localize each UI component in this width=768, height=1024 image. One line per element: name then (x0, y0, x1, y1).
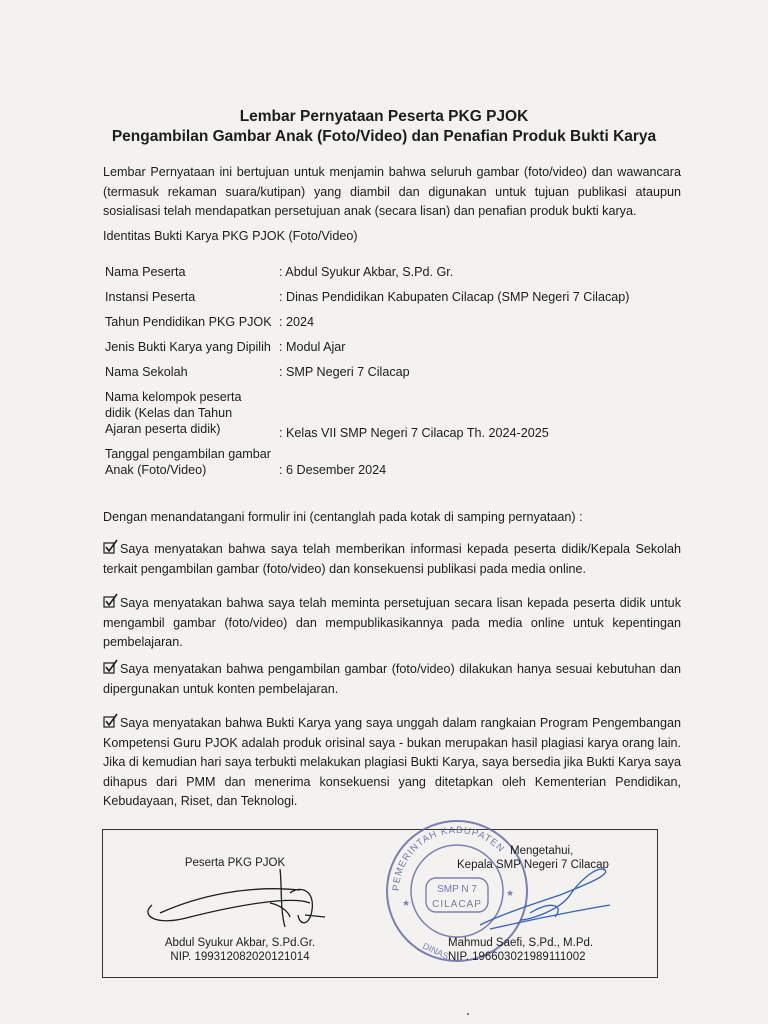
statement-4 (103, 714, 681, 812)
field-value-nama-peserta: : Abdul Syukur Akbar, S.Pd. Gr. (279, 265, 454, 279)
identity-heading: Identitas Bukti Karya PKG PJOK (Foto/Video) (103, 229, 358, 243)
field-value-jenis-bukti: : Modul Ajar (279, 340, 346, 354)
principal-signature (470, 865, 620, 940)
principal-nip: NIP. 196603021989111002 (448, 951, 586, 963)
statement-text: Saya menyatakan bahwa saya telah memberikan informasi kepada peserta didik/Kepala Sekolah terkait pengambilan gambar (foto/video) dan konsekuensi publikasi pada media online. (103, 542, 681, 576)
checkbox-checked-icon[interactable] (103, 542, 117, 554)
field-label-tahun: Tahun Pendidikan PKG PJOK (105, 315, 272, 329)
participant-heading: Peserta PKG PJOK (184, 857, 286, 869)
principal-name: Mahmud Saefi, S.Pd., M.Pd. (448, 937, 594, 949)
checkbox-checked-icon[interactable] (103, 662, 117, 674)
participant-signature (130, 855, 330, 940)
field-value-kelompok: : Kelas VII SMP Negeri 7 Cilacap Th. 2024-2025 (279, 426, 549, 440)
field-value-tanggal: : 6 Desember 2024 (279, 463, 387, 477)
field-value-nama-sekolah: : SMP Negeri 7 Cilacap (279, 365, 410, 379)
statement-text: Saya menyatakan bahwa saya telah meminta persetujuan secara lisan kepada peserta didik untuk mengambil gambar (foto/video) dan mempublikasikannya pada media online untuk kepentingan pembelajaran. (103, 596, 681, 650)
svg-text:PEMERINTAH KABUPATEN: PEMERINTAH KABUPATEN (390, 824, 507, 892)
statement-text: Saya menyatakan bahwa pengambilan gambar (foto/video) dilakukan hanya sesuai kebutuhan dan dipergunakan untuk konten pembelajaran. (103, 662, 681, 696)
field-label-tanggal: Tanggal pengambilan gambar Anak (Foto/Video) (105, 447, 271, 477)
field-label-jenis-bukti: Jenis Bukti Karya yang Dipilih (105, 340, 271, 354)
field-value-tahun: : 2024 (279, 315, 315, 329)
principal-title: Kepala SMP Negeri 7 Cilacap (457, 859, 609, 871)
field-label-nama-sekolah: Nama Sekolah (105, 365, 188, 379)
svg-text:★: ★ (506, 888, 515, 898)
svg-text:CILACAP: CILACAP (432, 899, 482, 910)
statement-text: Saya menyatakan bahwa Bukti Karya yang saya unggah dalam rangkaian Program Pengembangan Kompetensi Guru PJOK adalah produk orisinal saya - bukan merupakan hasil plagiasi karya orang lain. Jika di kemudian hari saya terbukti melakukan plagiasi Bukti Karya, saya bersedia jika Bukti Karya saya dihapus dari PMM dan menerima konsekuensi yang ditetapkan oleh Kementerian Pendidikan, Kebudayaan, Riset, dan Teknologi. (103, 716, 681, 809)
document-title: Lembar Pernyataan Peserta PKG PJOK (239, 108, 529, 125)
statement-1 (103, 540, 681, 579)
intro-paragraph: Lembar Pernyataan ini bertujuan untuk menjamin bahwa seluruh gambar (foto/video) dan wawancara (termasuk rekaman suara/kutipan) yang diambil dan digunakan untuk tujuan publikasi ataupun sosialisasi telah mendapatkan persetujuan anak (secara lisan) dan penafian produk bukti karya. (103, 165, 681, 219)
participant-name: Abdul Syukur Akbar, S.Pd.Gr. (164, 937, 316, 949)
statement-3 (103, 660, 681, 699)
participant-nip: NIP. 199312082020121014 (170, 951, 310, 963)
checkbox-checked-icon[interactable] (103, 716, 117, 728)
page-mark (467, 1013, 469, 1015)
document-subtitle: Pengambilan Gambar Anak (Foto/Video) dan Penafian Produk Bukti Karya (111, 128, 657, 145)
svg-text:★: ★ (402, 898, 411, 908)
checkbox-checked-icon[interactable] (103, 596, 117, 608)
field-value-instansi: : Dinas Pendidikan Kabupaten Cilacap (SMP Negeri 7 Cilacap) (279, 290, 630, 304)
statement-2 (103, 594, 681, 653)
field-label-kelompok: Nama kelompok peserta didik (Kelas dan Tahun Ajaran peserta didik) (105, 390, 242, 436)
statements-intro: Dengan menandatangani formulir ini (centanglah pada kotak di samping pernyataan) : (103, 510, 583, 524)
field-label-instansi: Instansi Peserta (105, 290, 196, 304)
field-label-nama-peserta: Nama Peserta (105, 265, 186, 279)
svg-text:SMP N 7: SMP N 7 (437, 884, 477, 895)
svg-text:DINAS: DINAS (421, 940, 451, 962)
approval-heading: Mengetahui, (510, 845, 574, 857)
